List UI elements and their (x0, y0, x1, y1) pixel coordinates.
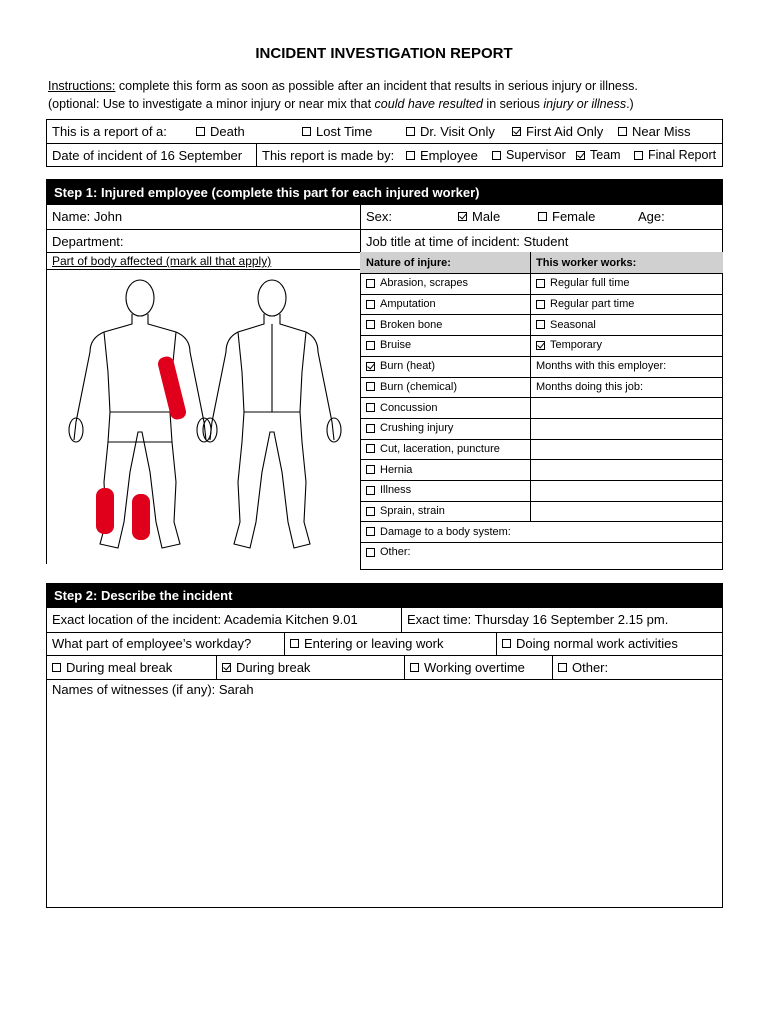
instructions (48, 77, 638, 113)
nature-item-label: Concussion (380, 401, 438, 414)
checkbox-icon (196, 127, 205, 136)
job-title: Job title at time of incident: Student (366, 233, 569, 249)
checkbox-icon (536, 300, 545, 309)
department-label: Department: (52, 233, 124, 249)
works-item[interactable] (530, 294, 634, 315)
injury-right-arm (156, 355, 187, 421)
checkbox-icon (536, 320, 545, 329)
nature-item[interactable] (360, 480, 411, 501)
works-item-label: Seasonal (550, 318, 596, 331)
body-part-label: Part of body affected (mark all that apply) (52, 254, 272, 268)
checkbox-icon (458, 212, 467, 221)
option-label: During meal break (66, 659, 173, 675)
checkbox-icon (366, 548, 375, 557)
sex-label: Sex: (366, 209, 393, 224)
option-label: Lost Time (316, 123, 373, 139)
workday-during-break[interactable] (216, 655, 310, 679)
nature-item-label: Cut, laceration, puncture (380, 442, 500, 455)
instructions-line2b: could have resulted (374, 97, 483, 111)
nature-item-label: Sprain, strain (380, 505, 445, 518)
works-item (530, 377, 643, 398)
option-label: Employee (420, 147, 478, 163)
option-label: Doing normal work activities (516, 636, 678, 651)
instructions-label: Instructions: (48, 79, 116, 93)
report-type-lost-time[interactable] (296, 119, 372, 143)
option-label: First Aid Only (526, 123, 604, 139)
age-label: Age: (638, 209, 665, 224)
workday-overtime[interactable] (404, 655, 525, 679)
body-diagram (60, 272, 355, 564)
nature-item[interactable] (360, 377, 457, 398)
works-item[interactable] (530, 314, 596, 335)
report-type-first-aid[interactable] (506, 119, 603, 143)
page-title: INCIDENT INVESTIGATION REPORT (255, 45, 513, 62)
checkbox-icon (366, 486, 375, 495)
workday-meal-break[interactable] (46, 655, 172, 679)
checkbox-icon (502, 639, 511, 648)
checkbox-icon (366, 362, 375, 371)
checkbox-icon (538, 212, 547, 221)
checkbox-icon (366, 403, 375, 412)
made-by-label: This report is made by: (262, 147, 395, 163)
works-header: This worker works: (536, 256, 637, 269)
checkbox-icon (512, 127, 521, 136)
step1-header: Step 1: Injured employee (complete this part for each injured worker) (46, 179, 723, 205)
report-type-death[interactable] (190, 119, 245, 143)
injury-left-shin (132, 494, 150, 540)
checkbox-icon (410, 663, 419, 672)
workday-label: What part of employee’s workday? (52, 636, 252, 651)
nature-item[interactable] (360, 335, 411, 356)
sex-female[interactable] (532, 204, 595, 229)
employee-name: Name: John (52, 209, 123, 224)
checkbox-icon (366, 527, 375, 536)
nature-item-label: Illness (380, 484, 412, 497)
nature-item-label: Bruise (380, 339, 412, 352)
nature-header: Nature of injure: (366, 256, 451, 269)
incident-time: Exact time: Thursday 16 September 2.15 pm. (407, 612, 669, 627)
instructions-line2c: in serious (482, 97, 544, 111)
nature-item[interactable] (360, 521, 511, 542)
option-label: Team (590, 148, 621, 162)
nature-item-label: Abrasion, scrapes (380, 277, 469, 290)
workday-normal-activities[interactable] (496, 632, 678, 655)
incident-date: Date of incident of 16 September (52, 147, 243, 163)
incident-location: Exact location of the incident: Academia Kitchen 9.01 (52, 612, 358, 627)
works-item-label: Months doing this job: (536, 380, 644, 393)
checkbox-icon (52, 663, 61, 672)
workday-other[interactable] (552, 655, 608, 679)
checkbox-icon (290, 639, 299, 648)
works-item-label: Temporary (550, 339, 602, 352)
works-item (530, 356, 666, 377)
instructions-line2a: (optional: Use to investigate a minor injury or near mix that (48, 97, 375, 111)
option-label: Near Miss (632, 123, 691, 139)
witnesses: Names of witnesses (if any): Sarah (52, 682, 254, 697)
option-label: Working overtime (424, 659, 525, 675)
option-label: During break (236, 659, 311, 675)
checkbox-icon (406, 151, 415, 160)
nature-item-label: Hernia (380, 463, 413, 476)
nature-item-label: Crushing injury (380, 422, 454, 435)
made-by-supervisor[interactable] (486, 143, 566, 167)
sex-male[interactable] (452, 204, 500, 229)
nature-item[interactable] (360, 273, 468, 294)
checkbox-icon (366, 507, 375, 516)
checkbox-icon (302, 127, 311, 136)
nature-item[interactable] (360, 542, 411, 563)
made-by-employee[interactable] (400, 143, 478, 167)
works-item[interactable] (530, 273, 629, 294)
nature-item[interactable] (360, 418, 453, 439)
checkbox-icon (558, 663, 567, 672)
nature-item-label: Other: (380, 546, 411, 559)
injury-markings (96, 355, 188, 540)
option-label: Final Report (648, 148, 717, 162)
checkbox-icon (492, 151, 501, 160)
checkbox-icon (366, 424, 375, 433)
works-item-label: Regular full time (550, 277, 630, 290)
checkbox-icon (366, 279, 375, 288)
nature-item-label: Burn (heat) (380, 360, 436, 373)
nature-item[interactable] (360, 356, 435, 377)
report-type-dr-visit[interactable] (400, 119, 495, 143)
instructions-line2e: .) (626, 97, 634, 111)
option-label: Male (472, 209, 501, 224)
step2-header: Step 2: Describe the incident (46, 583, 723, 608)
checkbox-icon (618, 127, 627, 136)
instructions-line1: complete this form as soon as possible after an incident that results in serious injury or illness. (115, 79, 638, 93)
checkbox-icon (576, 151, 585, 160)
nature-item-label: Broken bone (380, 318, 443, 331)
nature-item[interactable] (360, 459, 412, 480)
nature-item[interactable] (360, 294, 436, 315)
workday-entering-leaving[interactable] (284, 632, 443, 655)
checkbox-icon (222, 663, 231, 672)
option-label: Entering or leaving work (304, 636, 444, 651)
checkbox-icon (536, 279, 545, 288)
injury-right-shin (96, 488, 114, 534)
option-label: Other: (572, 659, 609, 675)
checkbox-icon (634, 151, 643, 160)
back-body-outline (203, 280, 341, 548)
nature-item-label: Burn (chemical) (380, 380, 458, 393)
works-item[interactable] (530, 335, 602, 356)
checkbox-icon (366, 300, 375, 309)
made-by-team[interactable] (570, 143, 621, 167)
works-item-label: Regular part time (550, 298, 635, 311)
checkbox-icon (366, 341, 375, 350)
checkbox-icon (366, 465, 375, 474)
works-item-label: Months with this employer: (536, 360, 667, 373)
nature-item[interactable] (360, 314, 442, 335)
checkbox-icon (536, 341, 545, 350)
report-type-label: This is a report of a: (52, 123, 167, 139)
report-type-near-miss[interactable] (612, 119, 691, 143)
nature-item[interactable] (360, 501, 445, 522)
nature-item-label: Amputation (380, 298, 436, 311)
checkbox-icon (366, 320, 375, 329)
instructions-line2d: injury or illness (543, 97, 627, 111)
checkbox-icon (366, 382, 375, 391)
nature-item[interactable] (360, 439, 500, 460)
option-label: Dr. Visit Only (420, 123, 495, 139)
made-by-final[interactable] (628, 143, 716, 167)
checkbox-icon (366, 444, 375, 453)
option-label: Death (210, 123, 245, 139)
checkbox-icon (406, 127, 415, 136)
nature-item[interactable] (360, 397, 437, 418)
option-label: Supervisor (506, 148, 566, 162)
nature-item-label: Damage to a body system: (380, 525, 511, 538)
option-label: Female (552, 209, 596, 224)
